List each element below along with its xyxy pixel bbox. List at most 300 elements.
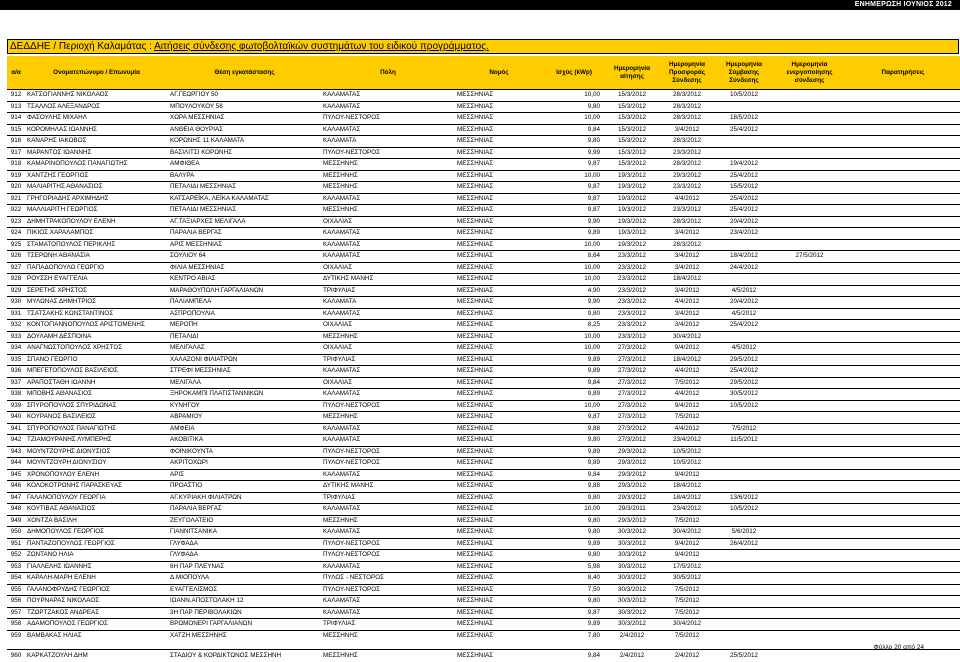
table-cell: 4/4/2012 (659, 193, 715, 205)
table-cell: 7/5/2012 (659, 377, 715, 389)
table-cell (773, 136, 846, 148)
table-cell (715, 561, 773, 573)
table-cell: 9,90 (543, 297, 605, 309)
table-cell: ΚΟΡΟΜΗΛΑΣ ΙΩΑΝΝΗΣ (25, 124, 168, 136)
column-header: Ημερομηνία αίτησης (605, 56, 659, 90)
table-row (7, 193, 960, 205)
table-cell: 943 (7, 446, 25, 458)
table-cell: ΜΕΣΣΗΝΙΑΣ (455, 400, 543, 412)
applications-table (7, 56, 960, 662)
table-cell (846, 412, 960, 424)
table-cell: ΖΕΥΓΟΛΑΤΕΙΟ (168, 515, 321, 527)
table-cell: ΒΑΣΙΛΙΤΣΙ ΚΟΡΩΝΗΣ (168, 147, 321, 159)
column-header: Πόλη (321, 56, 455, 90)
table-cell (773, 228, 846, 240)
table-cell (846, 607, 960, 619)
table-cell: 28/3/2012 (659, 136, 715, 148)
table-cell: 10,00 (543, 113, 605, 125)
table-cell: 25/4/2012 (715, 124, 773, 136)
table-cell: 9,84 (543, 124, 605, 136)
table-cell: ΜΕΣΣΗΝΙΑΣ (455, 147, 543, 159)
table-cell: 9,84 (543, 377, 605, 389)
table-cell (846, 320, 960, 332)
table-cell (773, 377, 846, 389)
table-row (7, 400, 960, 412)
table-cell: ΜΕΣΣΗΝΙΑΣ (455, 481, 543, 493)
column-header: Ονοματεπώνυμο / Επωνυμία (25, 56, 168, 90)
table-body (7, 90, 960, 662)
table-row (7, 619, 960, 631)
table-cell: 27/3/2012 (605, 423, 659, 435)
table-cell: 912 (7, 90, 25, 102)
table-cell: 3/4/2012 (659, 228, 715, 240)
table-cell: ΠΑΡΑΛΙΑ ΒΕΡΓΑΣ (168, 228, 321, 240)
table-cell: ΜΟΥΝΤΖΟΥΡΗ ΔΙΟΝΥΣΙΟΥ (25, 458, 168, 470)
table-cell: 930 (7, 297, 25, 309)
table-cell: ΜΕΣΣΗΝΙΑΣ (455, 412, 543, 424)
table-cell: ΜΑΡΑΝΤΟΣ ΙΩΑΝΝΗΣ (25, 147, 168, 159)
table-cell: 30/3/2012 (605, 584, 659, 596)
table-cell: 920 (7, 182, 25, 194)
table-cell (846, 377, 960, 389)
table-cell: ΑΓ.ΤΑΞΙΑΡΧΕΣ ΜΕΛΙΓΑΛΑ (168, 216, 321, 228)
table-cell: ΜΕΣΣΗΝΙΑΣ (455, 366, 543, 378)
table-cell: ΜΕΣΣΗΝΙΑΣ (455, 331, 543, 343)
table-cell (846, 228, 960, 240)
table-row (7, 320, 960, 332)
table-cell (773, 504, 846, 516)
table-cell (773, 481, 846, 493)
table-cell: ΚΑΛΑΜΑΤΑ (321, 297, 455, 309)
table-cell: ΔΟΥΛΑΜΗ ΔΕΣΠΟΙΝΑ (25, 331, 168, 343)
table-cell (715, 573, 773, 585)
table-cell: 23/3/2012 (605, 331, 659, 343)
table-cell: 952 (7, 550, 25, 562)
table-cell: ΜΕΣΣΗΝΙΑΣ (455, 607, 543, 619)
table-cell: 10,00 (543, 239, 605, 251)
table-cell: ΠΑΠΑΔΟΠΟΥΛΟ ΓΕΩΡΓΙΟ (25, 262, 168, 274)
table-cell: 30/3/2012 (605, 561, 659, 573)
table-cell (846, 136, 960, 148)
table-cell: 20/4/2012 (715, 216, 773, 228)
table-cell: 13/6/2012 (715, 492, 773, 504)
table-cell: ΣΠΥΡΟΠΟΥΛΟΣ ΣΠΥΡΙΔΩΝΑΣ (25, 400, 168, 412)
table-cell: 28/3/2012 (659, 216, 715, 228)
table-cell: ΟΙΧΑΛΙΑΣ (321, 262, 455, 274)
table-cell: 9/4/2012 (659, 550, 715, 562)
table-cell: 28/3/2012 (659, 90, 715, 102)
table-cell: ΓΡΗΓΟΡΙΑΔΗΣ ΑΡΧΙΜΗΔΗΣ (25, 193, 168, 205)
table-cell (773, 596, 846, 608)
table-cell: 3/4/2012 (659, 285, 715, 297)
table-cell: ΠΑΝΤΑΖΟΠΟΥΛΟΣ ΓΕΩΡΓΙΟΣ (25, 538, 168, 550)
table-cell (715, 101, 773, 113)
table-cell: 26/4/2012 (715, 538, 773, 550)
table-cell (846, 435, 960, 447)
table-cell (846, 630, 960, 641)
table-cell (715, 469, 773, 481)
table-cell: ΜΕΣΣΗΝΗΣ (321, 182, 455, 194)
table-row (7, 596, 960, 608)
table-cell (773, 297, 846, 309)
table-cell (773, 320, 846, 332)
table-cell: 3Η ΠΑΡ ΠΕΡΙΒΟΛΑΚΙΩΝ (168, 607, 321, 619)
table-cell (846, 147, 960, 159)
table-cell: ΜΕΣΣΗΝΗΣ (321, 170, 455, 182)
table-cell: ΚΟΝΤΟΓΙΑΝΝΟΠΟΥΛΟΣ ΑΡΙΣΤΟΜΕΝΗΣ (25, 320, 168, 332)
table-cell (773, 331, 846, 343)
table-cell: ΑΓ.ΚΥΡΙΑΚΗ ΦΙΛΙΑΤΡΩΝ (168, 492, 321, 504)
table-cell (773, 354, 846, 366)
table-cell: ΓΑΛΑΝΟΦΡΥΔΗΣ ΓΕΩΡΓΙΟΣ (25, 584, 168, 596)
table-cell: 949 (7, 515, 25, 527)
table-cell: 9,89 (543, 458, 605, 470)
table-cell: ΑΚΡΙΤΟΧΩΡΙ (168, 458, 321, 470)
page-number: Φύλλο 20 από 24 (874, 644, 925, 651)
table-cell: 9,80 (543, 550, 605, 562)
table-cell: 9,80 (543, 308, 605, 320)
table-cell (773, 389, 846, 401)
table-row (7, 239, 960, 251)
table-cell (773, 90, 846, 102)
table-cell: ΤΖΩΡΤΖΑΚΟΣ ΑΝΔΡΕΑΣ (25, 607, 168, 619)
table-cell: 936 (7, 366, 25, 378)
table-cell: 29/3/2012 (605, 446, 659, 458)
table-cell: 30/5/2012 (715, 389, 773, 401)
table-cell (715, 630, 773, 641)
table-cell: ΚΥΝΗΓΟΥ (168, 400, 321, 412)
table-cell (773, 205, 846, 217)
table-cell: ΜΕΣΣΗΝΙΑΣ (455, 159, 543, 171)
table-cell (715, 136, 773, 148)
table-cell: 5/6/2012 (715, 527, 773, 539)
table-cell: 937 (7, 377, 25, 389)
table-cell: ΜΕΣΣΗΝΙΑΣ (455, 262, 543, 274)
table-cell: ΤΖΙΑΜΟΥΡΑΝΗΣ ΛΥΜΠΕΡΗΣ (25, 435, 168, 447)
table-cell: 7/5/2012 (715, 423, 773, 435)
table-cell: 15/3/2012 (605, 90, 659, 102)
table-cell: ΚΑΛΑΜΑΤΑΣ (321, 561, 455, 573)
table-cell: ΜΕΣΣΗΝΙΑΣ (455, 205, 543, 217)
table-row (7, 216, 960, 228)
table-cell (773, 182, 846, 194)
table-cell (773, 412, 846, 424)
column-header: Θέση εγκατάστασης (168, 56, 321, 90)
table-cell: 28/3/2012 (659, 239, 715, 251)
table-cell: 913 (7, 101, 25, 113)
table-cell: ΤΡΙΦΥΛΙΑΣ (321, 619, 455, 631)
table-cell: 4,90 (543, 285, 605, 297)
table-cell (773, 159, 846, 171)
table-cell: 4/5/2012 (715, 343, 773, 355)
table-cell: 926 (7, 251, 25, 263)
table-cell: 9,89 (543, 538, 605, 550)
table-cell: ΚΑΛΑΜΑΤΑΣ (321, 596, 455, 608)
table-cell: ΜΕΣΣΗΝΙΑΣ (455, 527, 543, 539)
table-cell: 2/4/2012 (659, 650, 715, 662)
table-cell: 957 (7, 607, 25, 619)
table-cell: 929 (7, 285, 25, 297)
table-cell: ΚΑΛΑΜΑΤΑΣ (321, 124, 455, 136)
table-cell: 23/3/2012 (605, 297, 659, 309)
title-main: Αιτήσεις σύνδεσης φωτοβολταϊκών συστημάτων του ειδικού προγράμματος. (154, 41, 489, 52)
table-cell: 15/3/2012 (605, 159, 659, 171)
table-cell: ΜΕΣΣΗΝΙΑΣ (455, 136, 543, 148)
table-cell: 17/5/2012 (659, 561, 715, 573)
table-cell: 30/4/2012 (659, 527, 715, 539)
table-cell: ΟΙΧΑΛΙΑΣ (321, 343, 455, 355)
table-cell: ΚΑΛΑΜΑΤΑΣ (321, 607, 455, 619)
table-row (7, 561, 960, 573)
table-row (7, 389, 960, 401)
table-row (7, 343, 960, 355)
table-cell: ΚΑΝΑΡΗΣ ΙΑΚΩΒΟΣ (25, 136, 168, 148)
table-cell: ΜΑΛΙΑΡΙΤΗΣ ΑΘΑΝΑΣΙΟΣ (25, 182, 168, 194)
table-cell: 19/3/2012 (605, 205, 659, 217)
table-row (7, 435, 960, 447)
table-row (7, 147, 960, 159)
table-cell: 23/3/2012 (605, 262, 659, 274)
table-row (7, 458, 960, 470)
table-cell (773, 170, 846, 182)
table-cell: ΜΕΣΣΗΝΙΑΣ (455, 538, 543, 550)
table-cell: ΜΕΣΣΗΝΙΑΣ (455, 320, 543, 332)
table-cell: ΜΕΣΣΗΝΙΑΣ (455, 297, 543, 309)
table-row (7, 274, 960, 286)
table-cell (846, 297, 960, 309)
table-cell: ΜΕΣΣΗΝΙΑΣ (455, 274, 543, 286)
table-cell: ΚΑΛΑΜΑΤΑΣ (321, 239, 455, 251)
table-cell: 918 (7, 159, 25, 171)
table-cell: ΜΕΣΣΗΝΙΑΣ (455, 182, 543, 194)
table-cell: ΟΙΧΑΛΙΑΣ (321, 377, 455, 389)
table-cell: 27/3/2012 (605, 435, 659, 447)
table-cell: ΑΚΟΒΙΤΙΚΑ (168, 435, 321, 447)
table-cell: 3/4/2012 (659, 308, 715, 320)
table-cell: 931 (7, 308, 25, 320)
table-cell (715, 550, 773, 562)
table-cell: 9,87 (543, 607, 605, 619)
table-cell: ΔΗΜΗΤΡΑΚΟΠΟΥΛΟΥ ΕΛΕΝΗ (25, 216, 168, 228)
table-cell: 29/3/2012 (659, 170, 715, 182)
table-cell: ΜΠΕΓΕΤΟΠΟΥΛΟΣ ΒΑΣΙΛΕΙΟΣ (25, 366, 168, 378)
table-cell: 10/5/2012 (715, 504, 773, 516)
table-cell: 29/3/2012 (605, 515, 659, 527)
table-cell: 9,88 (543, 423, 605, 435)
table-cell: 9,89 (543, 366, 605, 378)
table-row (7, 504, 960, 516)
table-cell: ΜΕΣΣΗΝΗΣ (321, 205, 455, 217)
table-cell: 2/4/2012 (605, 630, 659, 641)
column-header: Παρατηρήσεις (846, 56, 960, 90)
table-cell: ΜΕΣΣΗΝΙΑΣ (455, 193, 543, 205)
table-cell: ΜΕΣΣΗΝΙΑΣ (455, 228, 543, 240)
table-cell: 940 (7, 412, 25, 424)
table-row (7, 297, 960, 309)
table-cell: 928 (7, 274, 25, 286)
table-cell: ΔΗΜΟΠΟΥΛΟΣ ΓΕΩΡΓΙΟΣ (25, 527, 168, 539)
table-row (7, 308, 960, 320)
table-cell: ΜΕΣΣΗΝΙΑΣ (455, 423, 543, 435)
table-cell: 10,00 (543, 331, 605, 343)
table-cell (846, 101, 960, 113)
table-cell: 23/3/2012 (659, 147, 715, 159)
table-cell: ΠΕΤΑΛΙΔΙ ΜΕΣΣΗΝΙΑΣ (168, 205, 321, 217)
table-cell: 916 (7, 136, 25, 148)
table-cell: ΚΕΝΤΡΟ ΑΒΙΑΣ (168, 274, 321, 286)
table-cell: ΤΡΙΦΥΛΙΑΣ (321, 285, 455, 297)
table-cell: 9,80 (543, 435, 605, 447)
table-cell (773, 274, 846, 286)
column-header: α/α (7, 56, 25, 90)
table-cell: 18/4/2012 (659, 492, 715, 504)
table-cell: 9/4/2012 (659, 400, 715, 412)
table-cell: 10,00 (543, 343, 605, 355)
table-cell: ΣΤΑΔΙΟΥ & ΚΟΡΔΙΚΤΩΝΟΣ ΜΕΣΣΗΝΗ (168, 650, 321, 662)
table-cell (715, 147, 773, 159)
table-cell: 9,80 (543, 527, 605, 539)
table-cell: 19/3/2012 (605, 170, 659, 182)
table-cell: 9,80 (543, 492, 605, 504)
table-cell: ΜΕΣΣΗΝΙΑΣ (455, 446, 543, 458)
table-row (7, 228, 960, 240)
table-cell: 30/4/2012 (659, 619, 715, 631)
table-cell: ΚΟΥΤΙΒΑΣ ΑΘΑΝΑΣΙΟΣ (25, 504, 168, 516)
table-cell: 4/5/2012 (715, 308, 773, 320)
table-cell: 10/5/2012 (659, 446, 715, 458)
table-cell: 3/4/2012 (659, 124, 715, 136)
table-cell: 29/5/2012 (715, 354, 773, 366)
table-cell: 7/5/2012 (659, 630, 715, 641)
table-cell (773, 492, 846, 504)
table-cell: ΠΥΛΟΣ - ΝΕΣΤΟΡΟΣ (321, 573, 455, 585)
table-cell (846, 619, 960, 631)
table-cell: 25/4/2012 (715, 320, 773, 332)
table-cell: ΚΑΡΚΑΤΖΟΥΛΗ ΔΗΜ (25, 650, 168, 662)
table-row (7, 469, 960, 481)
table-cell (846, 573, 960, 585)
table-cell (773, 527, 846, 539)
table-cell (846, 262, 960, 274)
table-cell: ΑΒΡΑΜΙΟΥ (168, 412, 321, 424)
table-cell: 27/3/2012 (605, 389, 659, 401)
table-cell: 27/3/2012 (605, 412, 659, 424)
table-cell: 4/4/2012 (659, 297, 715, 309)
table-cell: ΠΥΛΟΥ-ΝΕΣΤΟΡΟΣ (321, 113, 455, 125)
table-cell: 927 (7, 262, 25, 274)
table-cell (846, 504, 960, 516)
table-cell: 30/3/2012 (605, 573, 659, 585)
table-cell: 9,80 (543, 101, 605, 113)
table-cell: ΠΥΛΟΥ-ΝΕΣΤΟΡΟΣ (321, 400, 455, 412)
table-cell: 25/4/2012 (715, 366, 773, 378)
column-header: Νομός (455, 56, 543, 90)
table-cell: ΣΠΑΝΟ ΓΕΩΡΓΙΟ (25, 354, 168, 366)
table-cell: 917 (7, 147, 25, 159)
table-cell: ΜΕΣΣΗΝΙΑΣ (455, 308, 543, 320)
table-cell: ΕΥΑΓΓΕΛΙΣΜΟΣ (168, 584, 321, 596)
table-cell: 29/3/2012 (605, 458, 659, 470)
table-cell: ΣΕΡΕΤΗΣ ΧΡΗΣΤΟΣ (25, 285, 168, 297)
table-cell: ΓΙΑΝΝΙΤΣΑΝΙΚΑ (168, 527, 321, 539)
table-row (7, 136, 960, 148)
table-cell: 30/5/2012 (659, 573, 715, 585)
page-title (7, 39, 959, 54)
table-cell: 942 (7, 435, 25, 447)
table-cell (773, 573, 846, 585)
table-cell: 30/3/2012 (605, 550, 659, 562)
table-cell: 10/5/2012 (659, 458, 715, 470)
table-row (7, 113, 960, 125)
table-row (7, 630, 960, 641)
table-cell (846, 216, 960, 228)
table-cell: 4/4/2012 (659, 389, 715, 401)
table-cell: 15/3/2012 (605, 124, 659, 136)
table-cell: ΠΕΤΑΛΙΔΙ ΜΕΣΣΗΝΙΑΣ (168, 182, 321, 194)
spacer-row (7, 641, 960, 650)
table-cell: 10,00 (543, 170, 605, 182)
table-cell (773, 550, 846, 562)
table-cell: ΜΕΣΣΗΝΙΑΣ (455, 504, 543, 516)
table-cell: 935 (7, 354, 25, 366)
table-cell: 15/3/2012 (605, 101, 659, 113)
table-row (7, 354, 960, 366)
table-cell: 29/3/2012 (605, 492, 659, 504)
table-row (7, 170, 960, 182)
table-cell: ΠΥΛΟΥ-ΝΕΣΤΟΡΟΣ (321, 147, 455, 159)
table-row (7, 573, 960, 585)
spacer-cell (7, 641, 960, 650)
table-cell: 9,99 (543, 147, 605, 159)
table-cell (846, 308, 960, 320)
table-cell: ΣΟΥΛΙΟΥ 64 (168, 251, 321, 263)
table-cell: 23/3/2012 (605, 274, 659, 286)
table-cell (846, 331, 960, 343)
table-cell: ΜΑΛΛΙΑΡΙΤΗ ΓΕΩΡΓΙΟΣ (25, 205, 168, 217)
table-cell: 10,00 (543, 262, 605, 274)
table-cell: 6Η ΠΑΡ ΠΛΕΥΝΑΣ (168, 561, 321, 573)
table-cell: 960 (7, 650, 25, 662)
table-cell: 19/4/2012 (715, 159, 773, 171)
table-cell: ΜΕΣΣΗΝΙΑΣ (455, 90, 543, 102)
table-cell: 944 (7, 458, 25, 470)
table-cell: 24/4/2012 (715, 262, 773, 274)
table-cell: ΚΑΛΑΜΑΤΑΣ (321, 101, 455, 113)
table-cell: ΜΕΣΣΗΝΙΑΣ (455, 377, 543, 389)
table-cell: ΚΑΛΑΜΑΤΑΣ (321, 251, 455, 263)
table-cell (715, 274, 773, 286)
table-cell: ΠΕΤΑΛΙΔΙ (168, 331, 321, 343)
table-row (7, 285, 960, 297)
table-cell (846, 515, 960, 527)
table-cell: ΤΡΙΦΥΛΙΑΣ (321, 354, 455, 366)
table-row (7, 251, 960, 263)
table-cell: ΜΕΣΣΗΝΙΑΣ (455, 561, 543, 573)
table-cell: 10,00 (543, 400, 605, 412)
table-cell (773, 619, 846, 631)
table-row (7, 159, 960, 171)
table-cell: 4/4/2012 (659, 366, 715, 378)
table-row (7, 538, 960, 550)
update-label: ΕΝΗΜΕΡΩΣΗ ΙΟΥΝΙΟΣ 2012 (855, 0, 952, 10)
table-cell: ΜΕΣΣΗΝΙΑΣ (455, 113, 543, 125)
table-cell: 9/4/2012 (659, 469, 715, 481)
table-cell (846, 400, 960, 412)
table-cell (846, 469, 960, 481)
table-cell (715, 331, 773, 343)
table-cell: 9,89 (543, 389, 605, 401)
table-cell (715, 584, 773, 596)
